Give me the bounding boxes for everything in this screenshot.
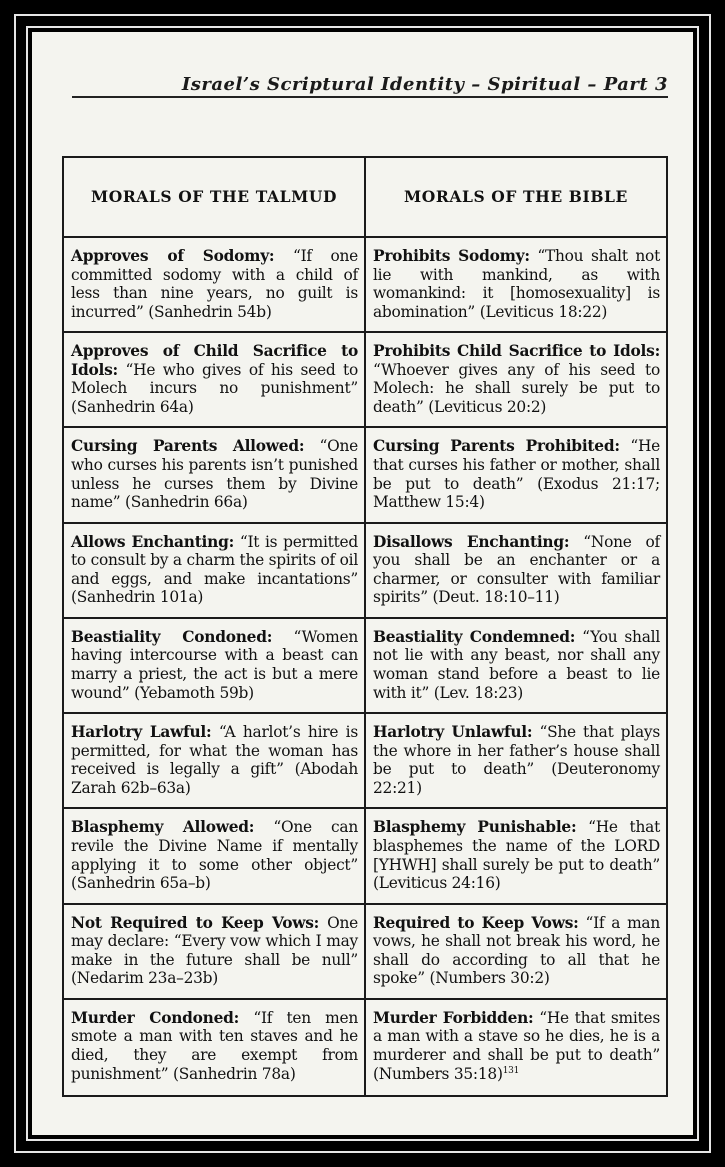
bible-entry: [366, 428, 666, 523]
talmud-entry: [64, 428, 366, 523]
footnote-marker: 131: [502, 1065, 520, 1076]
talmud-entry: [64, 905, 366, 1000]
entry-heading: Prohibits Child Sacrifice to Idols:: [373, 342, 660, 361]
entry-heading: Approves of Child Sacrifice to Idols:: [71, 342, 358, 379]
entry-quote: One may declare: “Every vow which I may make in the future shall be null” (Nedarim 23a–23b): [71, 913, 358, 988]
bible-entry: [366, 238, 666, 333]
entry-heading: Cursing Parents Allowed:: [71, 437, 305, 456]
entry-quote: “It is permitted to consult by a charm the spirits of oil and eggs, and make incantations” (Sanhedrin 101a): [71, 532, 359, 607]
entry-heading: Murder Condoned:: [71, 1008, 240, 1027]
entry-quote: “She that plays the whore in her father’s house shall be put to death” (Deuteronomy 22:21): [373, 723, 660, 797]
entry-heading: Beastiality Condoned:: [71, 627, 273, 646]
entry-heading: Harlotry Lawful:: [71, 723, 212, 742]
entry-quote: “He who gives of his seed to Molech incurs no punishment” (Sanhedrin 64a): [71, 360, 358, 416]
entry-heading: Cursing Parents Prohibited:: [373, 437, 620, 456]
entry-quote: “If a man vows, he shall not break his word, he shall do according to all that he spoke” (Numbers 30:2): [373, 913, 660, 988]
entry-quote: “A harlot’s hire is permitted, for what the woman has received is legally a gift” (Abodah Zarah 62b–63a): [71, 723, 358, 797]
column-header-bible: MORALS OF THE BIBLE: [366, 158, 666, 238]
book-page: [32, 32, 693, 1135]
entry-quote: “One who curses his parents isn’t punished unless he curses them by Divine name” (Sanhedrin 66a): [71, 437, 358, 512]
entry-heading: Blasphemy Allowed:: [71, 818, 255, 837]
column-header-talmud: MORALS OF THE TALMUD: [64, 158, 366, 238]
entry-heading: Disallows Enchanting:: [373, 532, 570, 551]
entry-heading: Murder Forbidden:: [373, 1008, 534, 1027]
entry-quote: “Thou shalt not lie with mankind, as with womankind: it [homosexuality] is abomination” (Leviticus 18:22): [373, 247, 661, 321]
bible-entry: [366, 1000, 666, 1095]
entry-quote: “One can revile the Divine Name if mentally applying it to some other object” (Sanhedrin 65a–b): [71, 818, 358, 893]
entry-quote: “Women having intercourse with a beast can marry a priest, the act is but a mere wound” (Yebamoth 59b): [71, 627, 358, 702]
bible-entry: [366, 905, 666, 1000]
entry-heading: Blasphemy Punishable:: [373, 818, 577, 837]
bible-entry: [366, 333, 666, 428]
comparison-table: [62, 156, 668, 1097]
entry-quote: “If one committed sodomy with a child of less than nine years, no guilt is incurred” (Sanhedrin 54b): [71, 247, 358, 321]
talmud-entry: [64, 809, 366, 904]
talmud-entry: [64, 1000, 366, 1095]
bible-entry: [366, 619, 666, 714]
bible-entry: [366, 524, 666, 619]
entry-quote: “If ten men smote a man with ten staves and he died, they are exempt from punishment” (Sanhedrin 78a): [71, 1008, 359, 1083]
bible-entry: [366, 809, 666, 904]
talmud-entry: [64, 714, 366, 809]
entry-heading: Harlotry Unlawful:: [373, 723, 533, 742]
entry-heading: Allows Enchanting:: [71, 532, 235, 551]
talmud-entry: [64, 333, 366, 428]
talmud-entry: [64, 619, 366, 714]
entry-quote: “Whoever gives any of his seed to Molech: he shall surely be put to death” (Leviticus 20:2): [373, 360, 660, 416]
running-head: Israel’s Scriptural Identity – Spiritual – Part 3: [72, 74, 668, 98]
entry-quote: “He that blasphemes the name of the LORD [YHWH] shall surely be put to death” (Leviticus 24:16): [373, 818, 660, 893]
bible-entry: [366, 714, 666, 809]
talmud-entry: [64, 524, 366, 619]
entry-quote: “He that smites a man with a stave so he dies, he is a murderer and shall be put to death” (Numbers 35:18): [373, 1008, 660, 1083]
entry-heading: Beastiality Condemned:: [373, 627, 576, 646]
entry-heading: Approves of Sodomy:: [71, 247, 275, 265]
talmud-entry: [64, 238, 366, 333]
entry-quote: “None of you shall be an enchanter or a charmer, or consulter with familiar spirits” (Deut. 18:10–11): [373, 532, 660, 607]
entry-heading: Not Required to Keep Vows:: [71, 913, 320, 932]
entry-quote: “He that curses his father or mother, shall be put to death” (Exodus 21:17; Matthew 15:4): [373, 437, 660, 512]
entry-heading: Required to Keep Vows:: [373, 913, 579, 932]
entry-quote: “You shall not lie with any beast, nor shall any woman stand before a beast to lie with it” (Lev. 18:23): [373, 627, 660, 702]
entry-heading: Prohibits Sodomy:: [373, 247, 530, 265]
